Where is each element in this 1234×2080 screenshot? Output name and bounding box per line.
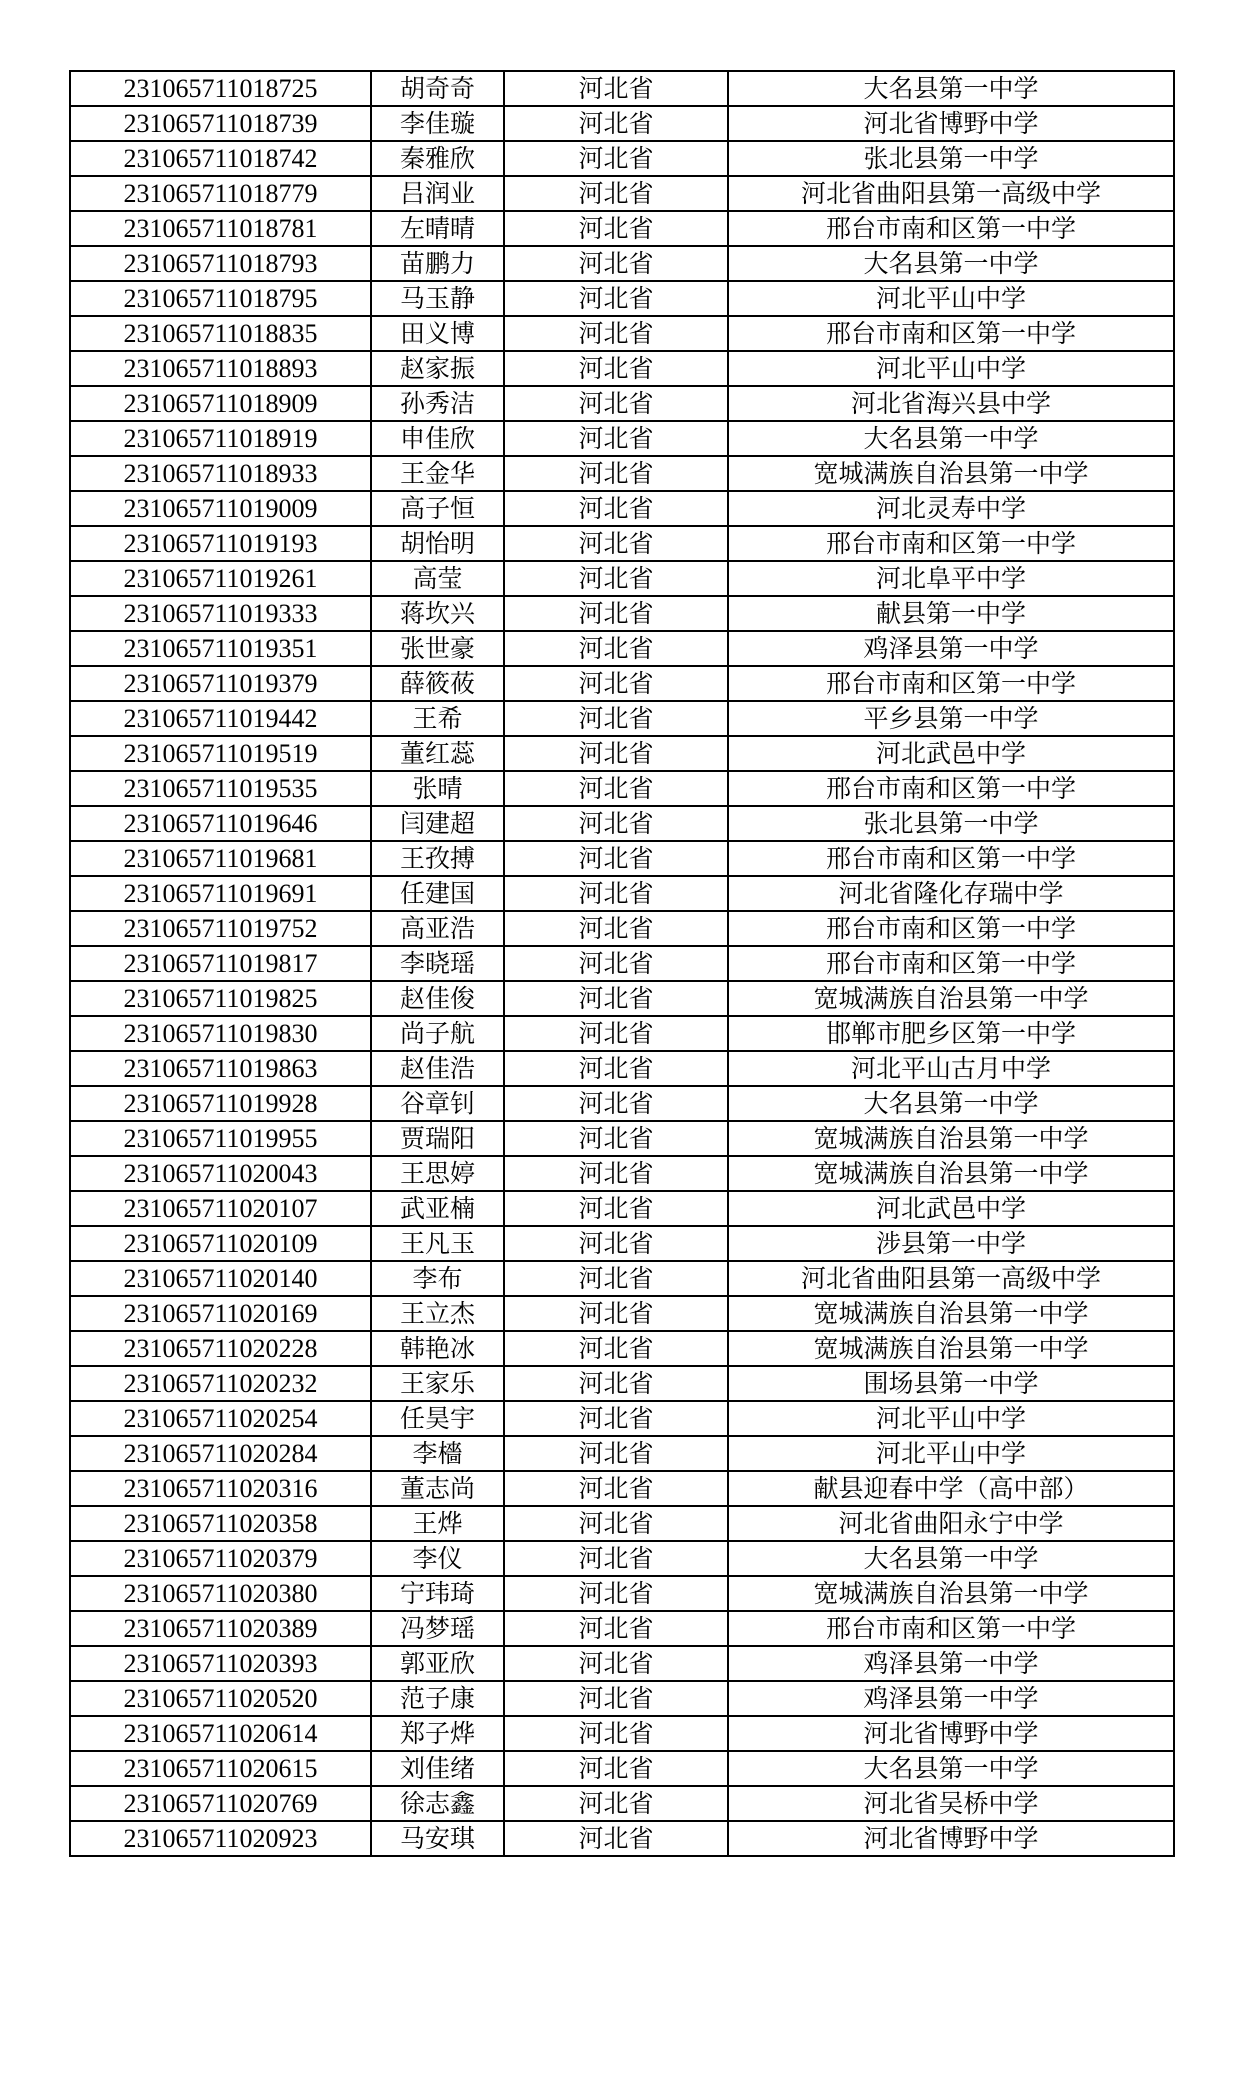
table-row [70,316,1174,351]
exam-number-cell: 231065711018919 [70,421,371,456]
province-cell: 河北省 [504,421,728,456]
table-row [70,631,1174,666]
student-name-cell: 王烨 [371,1506,504,1541]
exam-number-cell: 231065711020232 [70,1366,371,1401]
table-row [70,456,1174,491]
school-cell: 献县迎春中学（高中部） [728,1471,1174,1506]
table-row [70,1226,1174,1261]
student-name-cell: 赵家振 [371,351,504,386]
student-name-cell: 尚子航 [371,1016,504,1051]
province-cell: 河北省 [504,316,728,351]
table-row [70,666,1174,701]
student-name-cell: 董红蕊 [371,736,504,771]
table-row [70,1191,1174,1226]
school-cell: 邢台市南和区第一中学 [728,316,1174,351]
student-name-cell: 闫建超 [371,806,504,841]
exam-number-cell: 231065711020614 [70,1716,371,1751]
student-name-cell: 高亚浩 [371,911,504,946]
exam-number-cell: 231065711019009 [70,491,371,526]
school-cell: 邢台市南和区第一中学 [728,946,1174,981]
exam-number-cell: 231065711019379 [70,666,371,701]
province-cell: 河北省 [504,631,728,666]
student-name-cell: 高子恒 [371,491,504,526]
province-cell: 河北省 [504,841,728,876]
school-cell: 河北省海兴县中学 [728,386,1174,421]
exam-number-cell: 231065711019351 [70,631,371,666]
school-cell: 大名县第一中学 [728,421,1174,456]
province-cell: 河北省 [504,1401,728,1436]
school-cell: 宽城满族自治县第一中学 [728,1331,1174,1366]
student-name-cell: 刘佳绪 [371,1751,504,1786]
student-name-cell: 冯梦瑶 [371,1611,504,1646]
table-row [70,1681,1174,1716]
table-row [70,176,1174,211]
province-cell: 河北省 [504,1506,728,1541]
student-name-cell: 郑子烨 [371,1716,504,1751]
exam-number-cell: 231065711019193 [70,526,371,561]
school-cell: 邢台市南和区第一中学 [728,526,1174,561]
table-row [70,736,1174,771]
student-name-cell: 马玉静 [371,281,504,316]
school-cell: 河北省隆化存瑞中学 [728,876,1174,911]
province-cell: 河北省 [504,1226,728,1261]
table-row [70,421,1174,456]
exam-number-cell: 231065711019535 [70,771,371,806]
province-cell: 河北省 [504,1366,728,1401]
student-name-cell: 马安琪 [371,1821,504,1856]
exam-number-cell: 231065711018795 [70,281,371,316]
exam-number-cell: 231065711019817 [70,946,371,981]
province-cell: 河北省 [504,176,728,211]
province-cell: 河北省 [504,1436,728,1471]
province-cell: 河北省 [504,456,728,491]
exam-number-cell: 231065711020379 [70,1541,371,1576]
table-row [70,386,1174,421]
province-cell: 河北省 [504,351,728,386]
province-cell: 河北省 [504,1261,728,1296]
table-row [70,1296,1174,1331]
school-cell: 河北平山中学 [728,351,1174,386]
student-name-cell: 任建国 [371,876,504,911]
school-cell: 邢台市南和区第一中学 [728,771,1174,806]
student-name-cell: 任昊宇 [371,1401,504,1436]
exam-number-cell: 231065711019681 [70,841,371,876]
student-name-cell: 秦雅欣 [371,141,504,176]
school-cell: 河北武邑中学 [728,736,1174,771]
province-cell: 河北省 [504,876,728,911]
table-row [70,1331,1174,1366]
exam-number-cell: 231065711020316 [70,1471,371,1506]
table-row [70,1576,1174,1611]
province-cell: 河北省 [504,1051,728,1086]
student-name-cell: 李布 [371,1261,504,1296]
exam-number-cell: 231065711019863 [70,1051,371,1086]
student-list-table [69,70,1175,1857]
exam-number-cell: 231065711020923 [70,1821,371,1856]
student-name-cell: 苗鹏力 [371,246,504,281]
table-row [70,491,1174,526]
exam-number-cell: 231065711019646 [70,806,371,841]
student-name-cell: 赵佳俊 [371,981,504,1016]
student-name-cell: 李佳璇 [371,106,504,141]
province-cell: 河北省 [504,1121,728,1156]
school-cell: 大名县第一中学 [728,1751,1174,1786]
exam-number-cell: 231065711018725 [70,71,371,106]
school-cell: 河北灵寿中学 [728,491,1174,526]
table-row [70,841,1174,876]
school-cell: 邢台市南和区第一中学 [728,841,1174,876]
school-cell: 河北武邑中学 [728,1191,1174,1226]
school-cell: 宽城满族自治县第一中学 [728,456,1174,491]
table-row [70,141,1174,176]
exam-number-cell: 231065711019691 [70,876,371,911]
student-name-cell: 董志尚 [371,1471,504,1506]
table-row [70,1086,1174,1121]
exam-number-cell: 231065711020358 [70,1506,371,1541]
exam-number-cell: 231065711018742 [70,141,371,176]
province-cell: 河北省 [504,526,728,561]
province-cell: 河北省 [504,666,728,701]
student-name-cell: 左晴晴 [371,211,504,246]
province-cell: 河北省 [504,106,728,141]
table-row [70,526,1174,561]
table-row [70,1541,1174,1576]
province-cell: 河北省 [504,1681,728,1716]
table-row [70,1821,1174,1856]
province-cell: 河北省 [504,1786,728,1821]
school-cell: 大名县第一中学 [728,246,1174,281]
school-cell: 宽城满族自治县第一中学 [728,1576,1174,1611]
school-cell: 邢台市南和区第一中学 [728,666,1174,701]
exam-number-cell: 231065711020169 [70,1296,371,1331]
province-cell: 河北省 [504,701,728,736]
student-name-cell: 张世豪 [371,631,504,666]
school-cell: 宽城满族自治县第一中学 [728,1296,1174,1331]
school-cell: 围场县第一中学 [728,1366,1174,1401]
province-cell: 河北省 [504,211,728,246]
exam-number-cell: 231065711020140 [70,1261,371,1296]
table-row [70,1716,1174,1751]
school-cell: 献县第一中学 [728,596,1174,631]
province-cell: 河北省 [504,1016,728,1051]
province-cell: 河北省 [504,1821,728,1856]
school-cell: 河北平山中学 [728,1401,1174,1436]
school-cell: 大名县第一中学 [728,1086,1174,1121]
province-cell: 河北省 [504,596,728,631]
exam-number-cell: 231065711020254 [70,1401,371,1436]
student-list-body [70,71,1174,1856]
province-cell: 河北省 [504,1646,728,1681]
province-cell: 河北省 [504,1331,728,1366]
province-cell: 河北省 [504,1471,728,1506]
student-name-cell: 胡怡明 [371,526,504,561]
student-name-cell: 王凡玉 [371,1226,504,1261]
province-cell: 河北省 [504,981,728,1016]
table-row [70,351,1174,386]
student-name-cell: 李晓瑶 [371,946,504,981]
table-row [70,946,1174,981]
school-cell: 河北省曲阳县第一高级中学 [728,176,1174,211]
exam-number-cell: 231065711019830 [70,1016,371,1051]
school-cell: 大名县第一中学 [728,71,1174,106]
school-cell: 河北平山中学 [728,281,1174,316]
province-cell: 河北省 [504,1191,728,1226]
student-name-cell: 王家乐 [371,1366,504,1401]
student-name-cell: 张晴 [371,771,504,806]
province-cell: 河北省 [504,246,728,281]
exam-number-cell: 231065711020107 [70,1191,371,1226]
school-cell: 河北省吴桥中学 [728,1786,1174,1821]
table-row [70,806,1174,841]
student-name-cell: 王金华 [371,456,504,491]
exam-number-cell: 231065711019752 [70,911,371,946]
table-row [70,1646,1174,1681]
school-cell: 宽城满族自治县第一中学 [728,981,1174,1016]
province-cell: 河北省 [504,281,728,316]
school-cell: 涉县第一中学 [728,1226,1174,1261]
exam-number-cell: 231065711020380 [70,1576,371,1611]
table-row [70,281,1174,316]
table-row [70,911,1174,946]
student-name-cell: 范子康 [371,1681,504,1716]
school-cell: 大名县第一中学 [728,1541,1174,1576]
exam-number-cell: 231065711018781 [70,211,371,246]
province-cell: 河北省 [504,141,728,176]
student-name-cell: 蒋坎兴 [371,596,504,631]
table-row [70,981,1174,1016]
table-row [70,1016,1174,1051]
province-cell: 河北省 [504,1611,728,1646]
exam-number-cell: 231065711019955 [70,1121,371,1156]
student-name-cell: 徐志鑫 [371,1786,504,1821]
school-cell: 鸡泽县第一中学 [728,631,1174,666]
province-cell: 河北省 [504,1716,728,1751]
province-cell: 河北省 [504,736,728,771]
exam-number-cell: 231065711020615 [70,1751,371,1786]
school-cell: 河北省博野中学 [728,106,1174,141]
table-row [70,1051,1174,1086]
student-name-cell: 胡奇奇 [371,71,504,106]
exam-number-cell: 231065711019825 [70,981,371,1016]
school-cell: 张北县第一中学 [728,141,1174,176]
student-name-cell: 赵佳浩 [371,1051,504,1086]
exam-number-cell: 231065711018893 [70,351,371,386]
province-cell: 河北省 [504,1541,728,1576]
school-cell: 河北平山古月中学 [728,1051,1174,1086]
exam-number-cell: 231065711018835 [70,316,371,351]
province-cell: 河北省 [504,806,728,841]
student-name-cell: 武亚楠 [371,1191,504,1226]
exam-number-cell: 231065711018779 [70,176,371,211]
student-name-cell: 高莹 [371,561,504,596]
student-name-cell: 贾瑞阳 [371,1121,504,1156]
exam-number-cell: 231065711020228 [70,1331,371,1366]
province-cell: 河北省 [504,491,728,526]
table-row [70,1366,1174,1401]
table-row [70,771,1174,806]
school-cell: 鸡泽县第一中学 [728,1646,1174,1681]
exam-number-cell: 231065711019928 [70,1086,371,1121]
student-name-cell: 申佳欣 [371,421,504,456]
exam-number-cell: 231065711018793 [70,246,371,281]
exam-number-cell: 231065711018933 [70,456,371,491]
exam-number-cell: 231065711019442 [70,701,371,736]
exam-number-cell: 231065711019261 [70,561,371,596]
province-cell: 河北省 [504,1156,728,1191]
table-row [70,211,1174,246]
exam-number-cell: 231065711020284 [70,1436,371,1471]
school-cell: 河北阜平中学 [728,561,1174,596]
school-cell: 宽城满族自治县第一中学 [728,1121,1174,1156]
student-name-cell: 王思婷 [371,1156,504,1191]
school-cell: 张北县第一中学 [728,806,1174,841]
table-row [70,1401,1174,1436]
table-row [70,106,1174,141]
province-cell: 河北省 [504,771,728,806]
table-row [70,1786,1174,1821]
table-row [70,876,1174,911]
province-cell: 河北省 [504,386,728,421]
school-cell: 河北省博野中学 [728,1716,1174,1751]
exam-number-cell: 231065711020769 [70,1786,371,1821]
province-cell: 河北省 [504,946,728,981]
table-row [70,1261,1174,1296]
student-name-cell: 韩艳冰 [371,1331,504,1366]
student-name-cell: 王立杰 [371,1296,504,1331]
school-cell: 邢台市南和区第一中学 [728,211,1174,246]
exam-number-cell: 231065711020043 [70,1156,371,1191]
table-row [70,1156,1174,1191]
student-name-cell: 郭亚欣 [371,1646,504,1681]
school-cell: 宽城满族自治县第一中学 [728,1156,1174,1191]
exam-number-cell: 231065711019519 [70,736,371,771]
student-name-cell: 薛筱莜 [371,666,504,701]
table-row [70,596,1174,631]
table-row [70,1506,1174,1541]
table-row [70,1611,1174,1646]
province-cell: 河北省 [504,911,728,946]
exam-number-cell: 231065711019333 [70,596,371,631]
school-cell: 邯郸市肥乡区第一中学 [728,1016,1174,1051]
student-name-cell: 吕润业 [371,176,504,211]
table-row [70,1121,1174,1156]
exam-number-cell: 231065711020109 [70,1226,371,1261]
province-cell: 河北省 [504,1086,728,1121]
exam-number-cell: 231065711018739 [70,106,371,141]
exam-number-cell: 231065711020393 [70,1646,371,1681]
student-name-cell: 王孜搏 [371,841,504,876]
exam-number-cell: 231065711020520 [70,1681,371,1716]
exam-number-cell: 231065711020389 [70,1611,371,1646]
school-cell: 平乡县第一中学 [728,701,1174,736]
school-cell: 河北平山中学 [728,1436,1174,1471]
province-cell: 河北省 [504,1296,728,1331]
school-cell: 鸡泽县第一中学 [728,1681,1174,1716]
school-cell: 邢台市南和区第一中学 [728,1611,1174,1646]
student-name-cell: 孙秀洁 [371,386,504,421]
student-name-cell: 王希 [371,701,504,736]
province-cell: 河北省 [504,1576,728,1611]
table-row [70,1436,1174,1471]
table-row [70,1471,1174,1506]
student-name-cell: 李仪 [371,1541,504,1576]
table-row [70,1751,1174,1786]
table-row [70,701,1174,736]
school-cell: 邢台市南和区第一中学 [728,911,1174,946]
province-cell: 河北省 [504,1751,728,1786]
school-cell: 河北省博野中学 [728,1821,1174,1856]
school-cell: 河北省曲阳永宁中学 [728,1506,1174,1541]
student-name-cell: 谷章钊 [371,1086,504,1121]
student-name-cell: 田义博 [371,316,504,351]
table-row [70,246,1174,281]
table-row [70,71,1174,106]
province-cell: 河北省 [504,71,728,106]
exam-number-cell: 231065711018909 [70,386,371,421]
student-name-cell: 李檣 [371,1436,504,1471]
student-name-cell: 宁玮琦 [371,1576,504,1611]
province-cell: 河北省 [504,561,728,596]
school-cell: 河北省曲阳县第一高级中学 [728,1261,1174,1296]
table-row [70,561,1174,596]
